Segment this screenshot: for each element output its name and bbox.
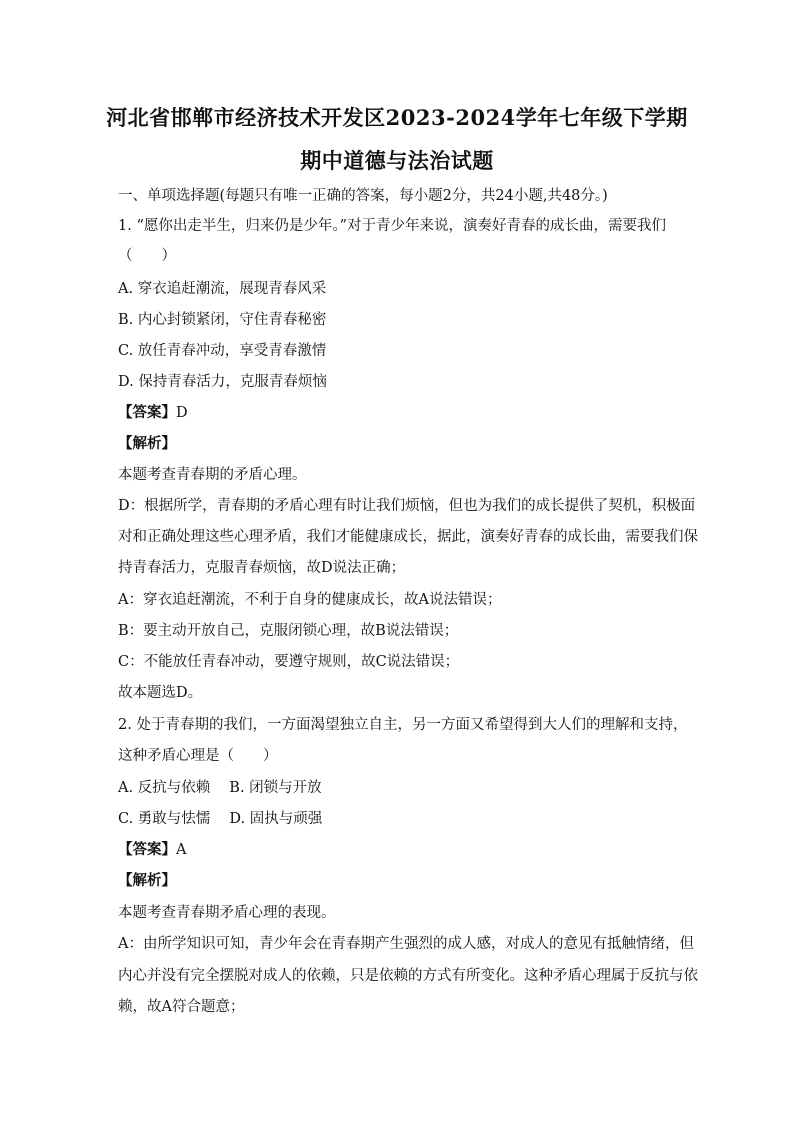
q1-option-d: D. 保持青春活力，克服青春烦恼 — [118, 374, 327, 390]
q1-analysis-line1: 本题考查青春期的矛盾心理。 — [118, 467, 307, 483]
q2-analysis-line2: A：由所学知识可知，青少年会在青春期产生强烈的成人感，对成人的意见有抵触情绪，但 — [118, 936, 694, 952]
q1-analysis-line4: 持青春活力，克服青春烦恼，故D说法正确； — [118, 560, 406, 576]
q1-analysis-label: 【解析】 — [118, 435, 176, 452]
document-title-line2: 期中道德与法治试题 — [300, 148, 494, 173]
q1-answer — [118, 403, 678, 423]
q1-analysis-line5: A：穿衣追赶潮流，不利于自身的健康成长，故A说法错误； — [118, 592, 502, 608]
q1-analysis-line8: 故本题选D。 — [118, 685, 203, 701]
q1-analysis-line7: C：不能放任青春冲动，要遵守规则，故C说法错误； — [118, 654, 460, 670]
q1-option-b: B. 内心封锁紧闭，守住青春秘密 — [118, 312, 327, 328]
section-heading: 一、单项选择题(每题只有唯一正确的答案，每小题2分，共24小题,共48分。) — [118, 188, 608, 204]
q1-analysis-line6: B：要主动开放自己，克服闭锁心理，故B说法错误； — [118, 623, 459, 639]
q1-answer-value: D — [176, 405, 188, 421]
q2-answer — [118, 840, 678, 860]
q1-analysis-line3: 对和正确处理这些心理矛盾，我们才能健康成长，据此，演奏好青春的成长曲，需要我们保 — [118, 529, 698, 545]
q2-options-row2: C. 勇敢与怯懦 D. 固执与顽强 — [118, 811, 323, 827]
q2-analysis-line3: 内心并没有完全摆脱对成人的依赖，只是依赖的方式有所变化。这种矛盾心理属于反抗与依 — [118, 968, 698, 984]
q1-stem-line2: （ ） — [118, 248, 176, 264]
q2-stem-line1: 2. 处于青春期的我们，一方面渴望独立自主，另一方面又希望得到大人们的理解和支持， — [118, 717, 688, 733]
q2-answer-value: A — [176, 842, 187, 858]
q2-analysis-line1: 本题考查青春期矛盾心理的表现。 — [118, 905, 336, 921]
q1-analysis-line2: D：根据所学，青春期的矛盾心理有时让我们烦恼，但也为我们的成长提供了契机，积极面 — [118, 498, 696, 514]
q2-analysis-line4: 赖，故A符合题意； — [118, 999, 245, 1015]
document-title-line1: 河北省邯郸市经济技术开发区2023-2024学年七年级下学期 — [106, 105, 688, 130]
q2-options-row1: A. 反抗与依赖 B. 闭锁与开放 — [118, 780, 322, 796]
q2-stem-line2: 这种矛盾心理是（ ） — [118, 748, 278, 764]
q1-stem-line1: 1. “愿你出走半生，归来仍是少年。”对于青少年来说，演奏好青春的成长曲，需要我们 — [118, 218, 667, 234]
q1-option-c: C. 放任青春冲动，享受青春激情 — [118, 343, 327, 359]
q2-analysis-label: 【解析】 — [118, 872, 176, 889]
q1-answer-label: 【答案】 — [118, 404, 176, 421]
q1-option-a: A. 穿衣追赶潮流，展现青春风采 — [118, 281, 327, 297]
q2-answer-label: 【答案】 — [118, 841, 176, 858]
